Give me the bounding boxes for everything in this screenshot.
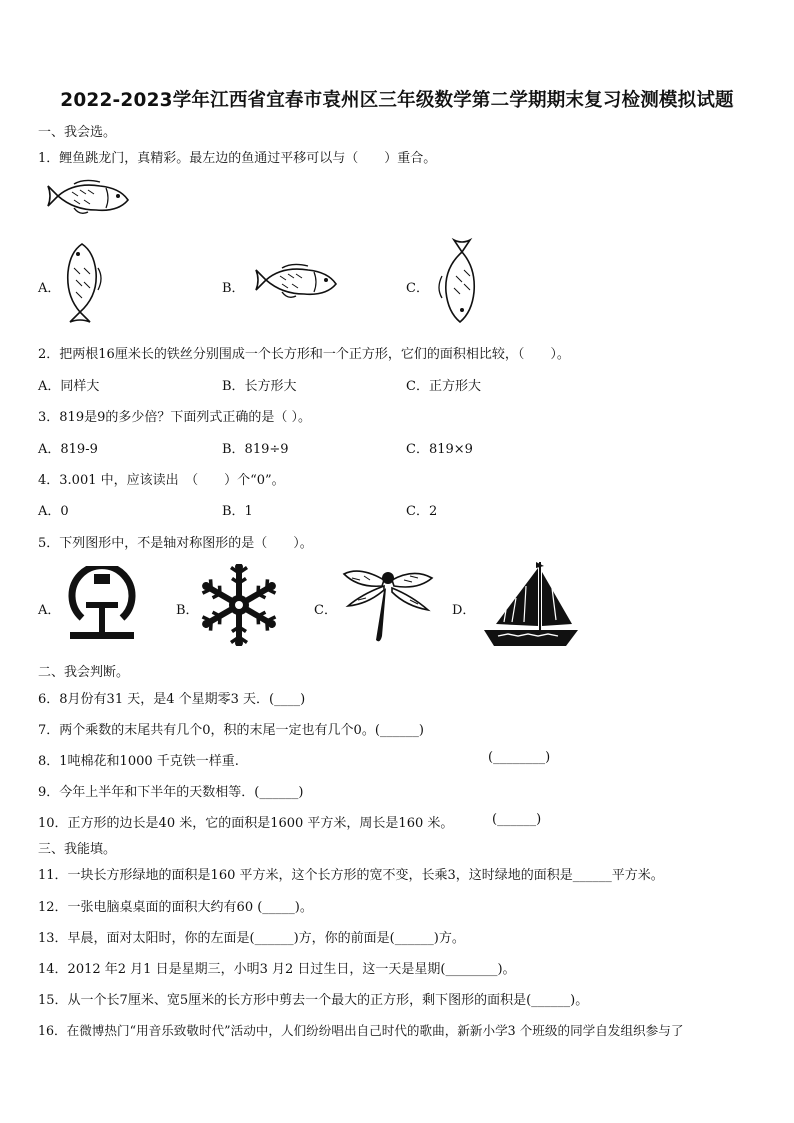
fish-original-icon	[44, 178, 134, 220]
q5-option-a[interactable]: A．	[38, 603, 61, 618]
page-title: 2022-2023学年江西省宜春市袁州区三年级数学第二学期期末复习检测模拟试题	[60, 90, 734, 111]
q4-option-b[interactable]: B．1	[222, 504, 253, 519]
q5-option-c[interactable]: C．	[314, 603, 337, 618]
dragonfly-icon	[340, 566, 436, 646]
question-8: 8．1吨棉花和1000 千克铁一样重.	[38, 754, 239, 769]
q8-answer-blank[interactable]: (________)	[488, 750, 551, 765]
q2-option-a[interactable]: A．同样大	[38, 379, 100, 394]
question-3: 3．819是9的多少倍？下面列式正确的是（ ）。	[38, 410, 311, 425]
question-12: 12．一张电脑桌桌面的面积大约有60 (_____)。	[38, 900, 313, 915]
sailboat-icon	[478, 560, 582, 652]
question-14: 14．2012 年2 月1 日是星期三，小明3 月2 日过生日，这一天是星期(________)。	[38, 962, 516, 977]
question-7: 7．两个乘数的末尾共有几个0，积的末尾一定也有几个0。(______)	[38, 723, 424, 738]
q4-option-a[interactable]: A．0	[38, 504, 69, 519]
fish-vertical-up-icon	[60, 238, 106, 328]
q3-option-b[interactable]: B．819÷9	[222, 442, 289, 457]
question-6: 6．8月份有31 天，是4 个星期零3 天．(____)	[38, 692, 306, 707]
question-11: 11．一块长方形绿地的面积是160 平方米，这个长方形的宽不变，长乘3，这时绿地的面积是______平方米。	[38, 868, 664, 883]
fish-vertical-down-icon	[434, 236, 480, 328]
section-heading-1: 一、我会选。	[38, 125, 117, 140]
q10-answer-blank[interactable]: (______)	[492, 812, 542, 827]
railway-logo-icon	[64, 566, 140, 644]
q1-option-c[interactable]: C．	[406, 281, 429, 296]
question-1: 1．鲤鱼跳龙门，真精彩。最左边的鱼通过平移可以与（ ）重合。	[38, 151, 437, 166]
q5-option-d[interactable]: D．	[452, 603, 476, 618]
q3-option-a[interactable]: A．819-9	[38, 442, 98, 457]
q2-option-c[interactable]: C．正方形大	[406, 379, 481, 394]
question-2: 2．把两根16厘米长的铁丝分别围成一个长方形和一个正方形，它们的面积相比较，（ ）。	[38, 347, 570, 362]
question-4: 4．3.001 中，应该读出 （ ）个“0”。	[38, 473, 285, 488]
section-heading-2: 二、我会判断。	[38, 665, 130, 680]
question-16: 16．在微博热门“用音乐致敬时代”活动中，人们纷纷唱出自己时代的歌曲，新新小学3 个班级的同学自发组织参与了	[38, 1023, 684, 1038]
question-5: 5．下列图形中，不是轴对称图形的是（ ）。	[38, 536, 313, 551]
q3-option-c[interactable]: C．819×9	[406, 442, 473, 457]
q1-option-a[interactable]: A．	[38, 281, 61, 296]
q2-option-b[interactable]: B．长方形大	[222, 379, 297, 394]
question-9: 9．今年上半年和下半年的天数相等．(______)	[38, 785, 304, 800]
section-heading-3: 三、我能填。	[38, 842, 117, 857]
snowflake-icon	[198, 564, 280, 646]
q5-option-b[interactable]: B．	[176, 603, 199, 618]
question-15: 15．从一个长7厘米、宽5厘米的长方形中剪去一个最大的正方形，剩下图形的面积是(______)。	[38, 993, 589, 1008]
q4-option-c[interactable]: C．2	[406, 504, 438, 519]
q1-option-b[interactable]: B．	[222, 281, 245, 296]
question-10: 10．正方形的边长是40 米，它的面积是1600 平方米，周长是160 米。	[38, 816, 454, 831]
fish-horizontal-icon	[252, 262, 342, 304]
question-13: 13．早晨，面对太阳时，你的左面是(______)方，你的前面是(______)方。	[38, 931, 465, 946]
